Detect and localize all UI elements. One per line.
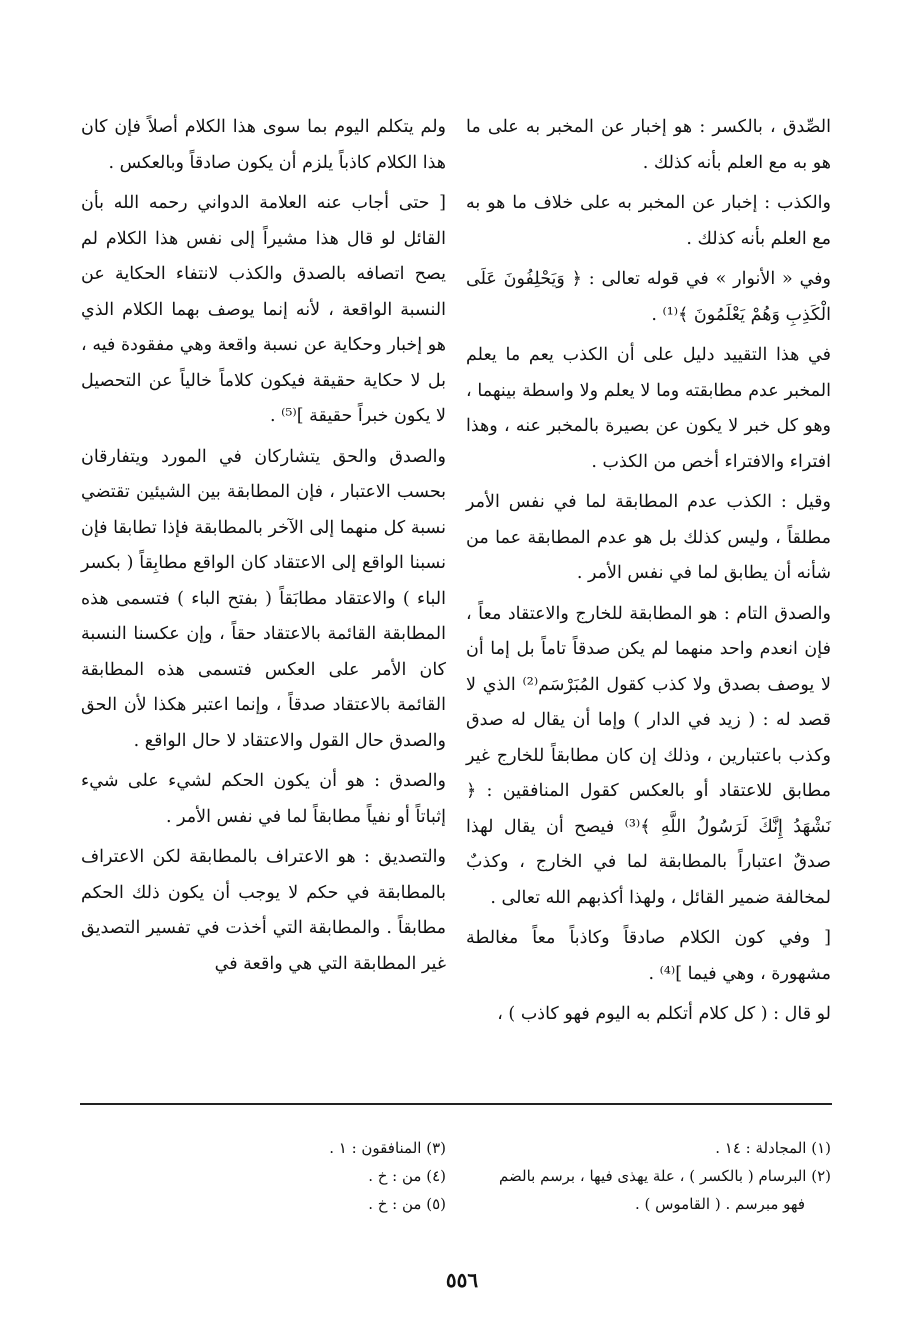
paragraph: والصدق والحق يتشاركان في المورد ويتفارقان بحسب الاعتبار ، فإن المطابقة بين الشيئين تقتضي نسبة كل منهما إلى الآخر بالمطابقة فإذا تطابقا فإن نسبنا الواقع إلى الاعتقاد كان الواقع مطابِقاً ( بكسر الباء ) والاعتقاد مطابَقاً ( بفتح الباء ) فتسمى هذه المطابقة القائمة بالاعتقاد حقاً ، وإن عكسنا النسبة كان الأمر على العكس فتسمى هذه المطابقة القائمة بالاعتقاد صدقاً ، وإنما اعتبر هكذا لأن الحق والصدق حال القول والاعتقاد لا حال الواقع . <box>81 446 446 751</box>
paragraph: في هذا التقييد دليل على أن الكذب يعم ما يعلم المخبر عدم مطابقته وما لا يعلم ولا واسطة بينهما ، وهو كل خبر لا يكون عن بصيرة بالمخبر عنه ، وهذا افتراء والافتراء أخص من الكذب . <box>466 345 831 472</box>
paragraph: ولم يتكلم اليوم بما سوى هذا الكلام أصلاً فإن كان هذا الكلام كاذباً يلزم أن يكون صادقاً وبالعكس . <box>81 117 446 173</box>
paragraph: [ حتى أجاب عنه العلامة الدواني رحمه الله بأن القائل لو قال هذا مشيراً إلى نفس هذا الكلام لم يصح اتصافه بالصدق والكذب لانتفاء الحكاية عن النسبة الواقعة ، لأنه إنما يوصف بهما الكلام الذي هو إخبار وحكاية عن نسبة واقعة وهي مفقودة فيه ، بل لا حكاية حقيقة فيكون كلاماً خالياً عن التحصيل لا يكون خبراً حقيقة ]⁽⁵⁾ . <box>81 193 446 426</box>
footnote: (٥) من : خ . <box>368 1195 446 1213</box>
footnote-continuation: فهو مبرسم . ( القاموس ) . <box>634 1195 805 1213</box>
paragraph: والتصديق : هو الاعتراف بالمطابقة لكن الاعتراف بالمطابقة في حكم لا يوجب أن يكون ذلك الحكم مطابقاً . والمطابقة التي أخذت في تفسير التصديق غير المطابقة التي هي واقعة في <box>81 847 446 974</box>
paragraph: والصدق : هو أن يكون الحكم لشيء على شيء إثباتاً أو نفياً مطابقاً لما في نفس الأمر . <box>81 771 446 827</box>
footnote: (٢) البرسام ( بالكسر ) ، علة يهذى فيها ، برسم بالضم <box>499 1167 831 1185</box>
right-column <box>466 110 831 1038</box>
paragraph: لو قال : ( كل كلام أتكلم به اليوم فهو كاذب ) ، <box>497 1004 831 1024</box>
page-number: ٥٥٦ <box>445 1268 479 1292</box>
paragraph: وفي « الأنوار » في قوله تعالى : ﴿ وَيَحْلِفُونَ عَلَى الْكَذِبِ وَهُمْ يَعْلَمُونَ ﴾⁽¹⁾ . <box>466 269 831 325</box>
paragraph: والكذب : إخبار عن المخبر به على خلاف ما هو به مع العلم بأنه كذلك . <box>466 193 831 249</box>
left-column <box>81 110 446 987</box>
paragraph: [ وفي كون الكلام صادقاً وكاذباً معاً مغالطة مشهورة ، وهي فيما ]⁽⁴⁾ . <box>466 928 831 984</box>
footnote: (٤) من : خ . <box>368 1167 446 1185</box>
paragraph: الصِّدق ، بالكسر : هو إخبار عن المخبر به على ما هو به مع العلم بأنه كذلك . <box>466 117 831 173</box>
footnote: (٣) المنافقون : ١ . <box>329 1139 446 1157</box>
footnote-separator <box>80 1103 832 1105</box>
footnote: (١) المجادلة : ١٤ . <box>715 1139 831 1157</box>
paragraph: والصدق التام : هو المطابقة للخارج والاعتقاد معاً ، فإن انعدم واحد منهما لم يكن صدقاً تاماً بل إما أن لا يوصف بصدق ولا كذب كقول المُبَرْسَم⁽²⁾ الذي لا قصد له : ( زيد في الدار ) وإما أن يقال له صدق وكذب باعتبارين ، وذلك إن كان مطابقاً للخارج غير مطابق للاعتقاد أو بالعكس كقول المنافقين : ﴿ نَشْهَدُ إِنَّكَ لَرَسُولُ اللَّهِ ﴾⁽³⁾ فيصح أن يقال لهذا صدقٌ اعتباراً بالمطابقة لما في الخارج ، وكذبٌ لمخالفة ضمير القائل ، ولهذا أكذبهم الله تعالى . <box>466 603 831 908</box>
footnotes-right <box>471 1134 831 1218</box>
paragraph: وقيل : الكذب عدم المطابقة لما في نفس الأمر مطلقاً ، وليس كذلك بل هو عدم المطابقة عما من شأنه أن يطابق لما في نفس الأمر . <box>466 492 831 583</box>
footnotes-left <box>86 1134 446 1218</box>
